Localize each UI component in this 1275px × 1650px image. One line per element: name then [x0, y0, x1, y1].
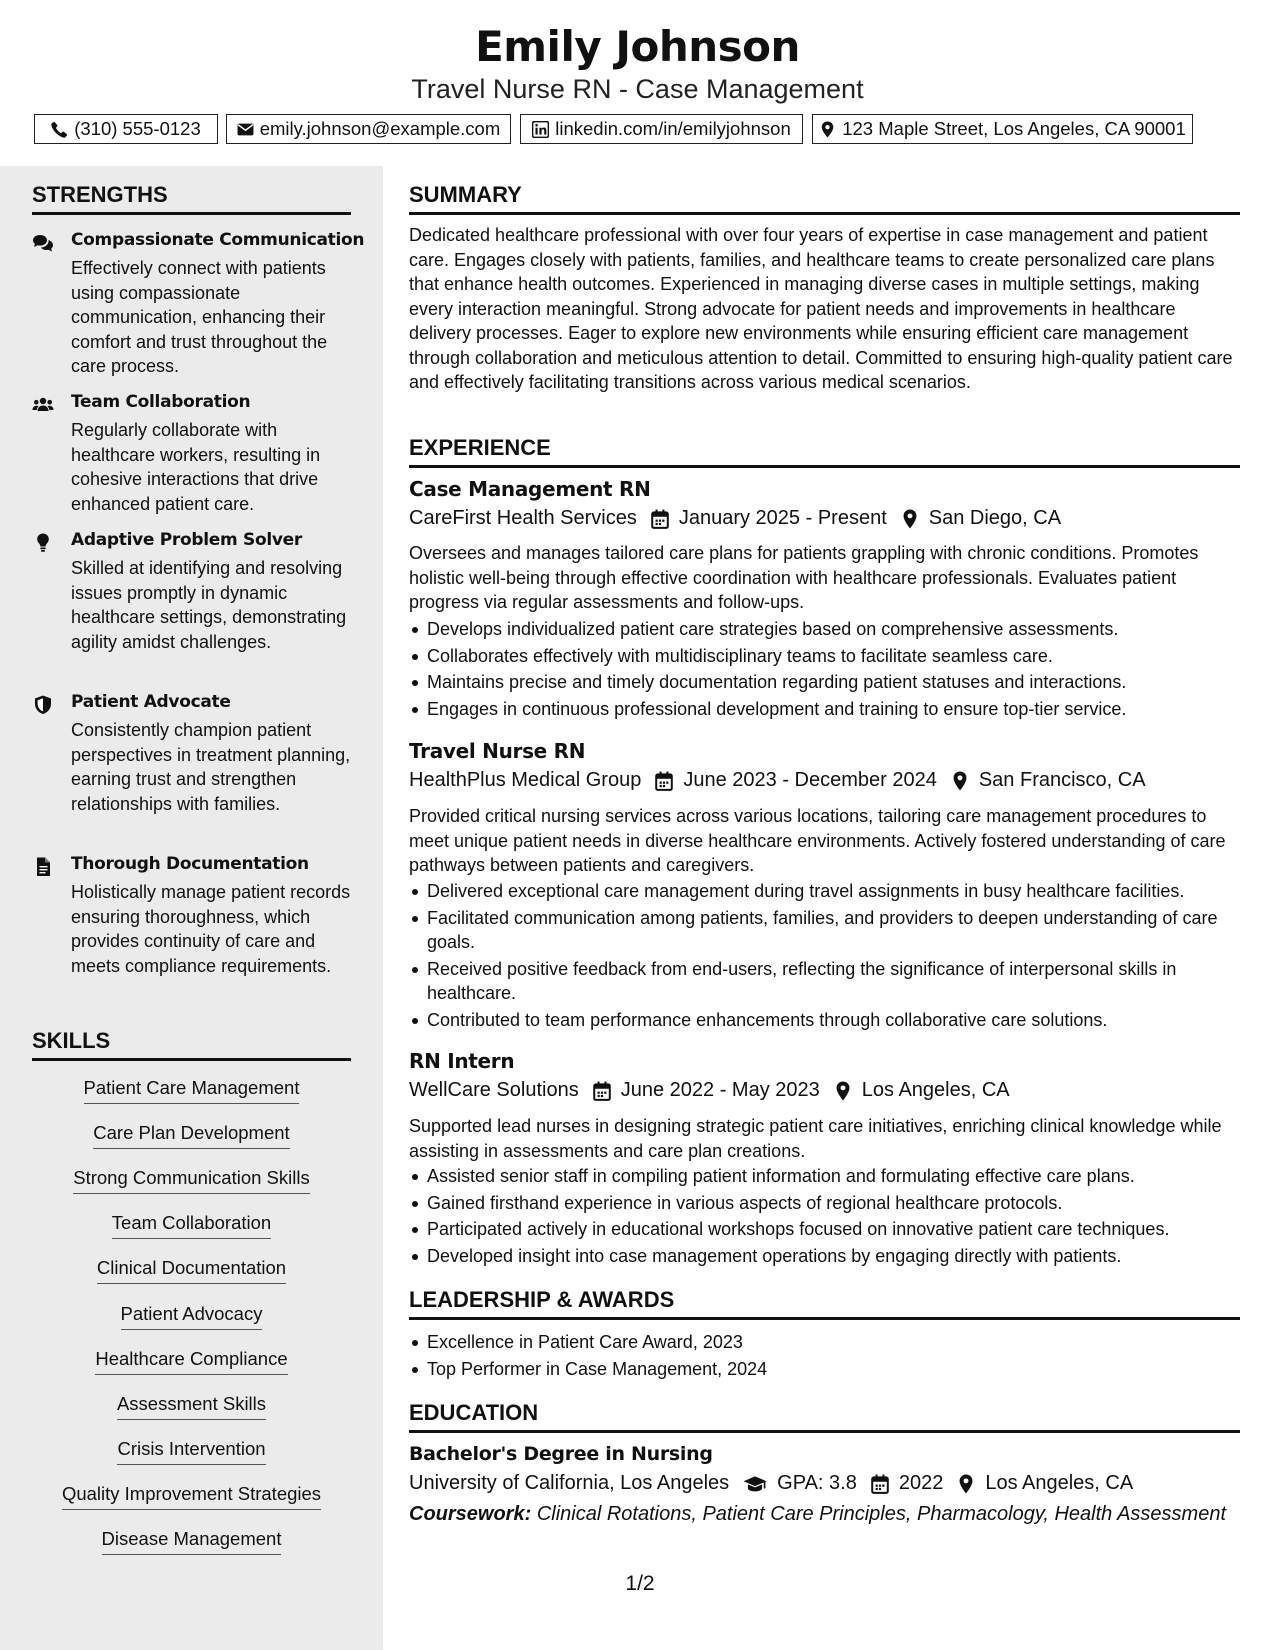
phone-icon — [51, 121, 68, 138]
location-pin-icon — [901, 509, 919, 529]
strength-description: Holistically manage patient records ensuring thoroughness, which provides continuity of care and meets compliance requirements. — [71, 882, 351, 976]
job-location: San Francisco, CA — [978, 769, 1146, 791]
linkedin-icon — [532, 121, 549, 138]
calendar-icon — [651, 509, 669, 529]
job-role: RN Intern — [409, 1049, 515, 1073]
strength-title: Compassionate Communication — [71, 230, 365, 250]
location-pin-icon — [819, 121, 836, 138]
job-role: Travel Nurse RN — [409, 739, 586, 763]
list-item: Contributed to team performance enhancements through collaborative care solutions. — [409, 1008, 1241, 1033]
skill-item — [32, 1257, 351, 1291]
list-item: Facilitated communication among patients, families, and providers to deepen understanding of care goals. — [409, 906, 1241, 955]
education-meta — [409, 1472, 1133, 1495]
skill-label: Assessment Skills — [117, 1393, 266, 1420]
job-dates: June 2023 - December 2024 — [683, 769, 937, 791]
job-description: Oversees and manages tailored care plans for patients grappling with chronic conditions. Promotes holistic well-being through effective coordination with healthcare professionals. Evaluates patient progress via regular assessments and follow-ups. — [409, 543, 1199, 612]
list-item: Received positive feedback from end-users, reflecting the significance of interpersonal skills in healthcare. — [409, 957, 1241, 1006]
skill-item — [32, 1528, 351, 1562]
skill-label: Clinical Documentation — [97, 1257, 286, 1284]
coursework-list: Clinical Rotations, Patient Care Principles, Pharmacology, Health Assessment — [536, 1503, 1227, 1525]
location-pin-icon — [834, 1081, 852, 1101]
list-item: Developed insight into case management operations by engaging directly with patients. — [409, 1244, 1241, 1269]
contact-phone[interactable] — [34, 114, 218, 144]
skill-label: Quality Improvement Strategies — [62, 1483, 321, 1510]
job-meta — [409, 1079, 1010, 1102]
job-company: HealthPlus Medical Group — [409, 769, 642, 791]
skill-label: Care Plan Development — [93, 1122, 289, 1149]
list-item: Participated actively in educational workshops focused on innovative patient care techniques. — [409, 1217, 1241, 1242]
contact-address[interactable] — [812, 114, 1193, 144]
location-pin-icon — [957, 1474, 975, 1494]
linkedin-text: linkedin.com/in/emilyjohnson — [555, 118, 791, 139]
job-dates: January 2025 - Present — [678, 507, 887, 529]
skill-label: Patient Advocacy — [121, 1303, 263, 1330]
skill-item — [32, 1438, 351, 1472]
job-bullets — [409, 879, 1241, 1034]
job-description: Supported lead nurses in designing strategic patient care initiatives, enriching clinical knowledge while assisting in assessments and care plan creations. — [409, 1116, 1222, 1161]
summary-text: Dedicated healthcare professional with over four years of expertise in case management and patient care. Engages closely with patients, families, and healthcare teams to create personalized care plans that enhance health outcomes. Experienced in managing diverse cases in multiple settings, making every interaction meaningful. Strong advocate for patient needs and improvements in healthcare delivery processes. Eager to explore new environments while ensuring efficient care management through collaboration and meticulous attention to detail. Committed to ensuring high-quality patient care and effectively facilitating transitions across various medical scenarios. — [409, 225, 1233, 392]
calendar-icon — [871, 1474, 889, 1494]
calendar-icon — [593, 1081, 611, 1101]
skill-item — [32, 1348, 351, 1382]
skill-label: Crisis Intervention — [117, 1438, 265, 1465]
list-item: Maintains precise and timely documentation regarding patient statuses and interactions. — [409, 670, 1241, 695]
education-heading: EDUCATION — [409, 1400, 1240, 1433]
job-company: CareFirst Health Services — [409, 507, 637, 529]
page-number: 1/2 — [625, 1572, 655, 1595]
comments-icon — [32, 233, 54, 253]
contact-email[interactable] — [226, 114, 511, 144]
coursework — [409, 1503, 1226, 1526]
list-item: Gained firsthand experience in various aspects of regional healthcare protocols. — [409, 1191, 1241, 1216]
skill-label: Strong Communication Skills — [73, 1167, 309, 1194]
skill-item — [32, 1167, 351, 1201]
summary-heading: SUMMARY — [409, 182, 1240, 215]
degree-title: Bachelor's Degree in Nursing — [409, 1443, 713, 1465]
envelope-icon — [237, 121, 254, 138]
coursework-label: Coursework: — [409, 1503, 532, 1525]
list-item: Collaborates effectively with multidisciplinary teams to facilitate seamless care. — [409, 644, 1241, 669]
skill-label: Team Collaboration — [112, 1212, 271, 1239]
awards-heading: LEADERSHIP & AWARDS — [409, 1287, 1240, 1320]
skill-item — [32, 1122, 351, 1156]
list-item: Develops individualized patient care strategies based on comprehensive assessments. — [409, 617, 1241, 642]
skill-item — [32, 1303, 351, 1337]
gpa: GPA: 3.8 — [777, 1472, 857, 1494]
job-dates: June 2022 - May 2023 — [620, 1079, 820, 1101]
strength-description: Regularly collaborate with healthcare workers, resulting in cohesive interactions that drive enhanced patient care. — [71, 420, 321, 514]
job-description: Provided critical nursing services across various locations, tailoring care management procedures to meet unique patient needs in diverse healthcare environments. Actively fostered understanding of care pathways between patients and caregivers. — [409, 806, 1226, 875]
strength-description: Consistently champion patient perspectives in treatment planning, earning trust and strengthen relationships with families. — [71, 720, 351, 814]
phone-text: (310) 555-0123 — [74, 118, 201, 139]
job-location: San Diego, CA — [928, 507, 1062, 529]
job-meta — [409, 769, 1146, 792]
calendar-icon — [655, 771, 673, 791]
shield-icon — [32, 695, 54, 715]
strength-description: Skilled at identifying and resolving issues promptly in dynamic healthcare settings, demonstrating agility amidst challenges. — [71, 558, 347, 652]
address-text: 123 Maple Street, Los Angeles, CA 90001 — [842, 118, 1186, 139]
strength-title: Thorough Documentation — [71, 854, 309, 874]
resume-header — [0, 0, 1275, 166]
skill-label: Disease Management — [102, 1528, 282, 1555]
skills-heading: SKILLS — [32, 1028, 351, 1061]
school-location: Los Angeles, CA — [985, 1472, 1134, 1494]
skill-label: Healthcare Compliance — [95, 1348, 287, 1375]
skill-item — [32, 1077, 351, 1111]
candidate-name: Emily Johnson — [475, 22, 800, 71]
strength-title: Adaptive Problem Solver — [71, 530, 302, 550]
school-name: University of California, Los Angeles — [409, 1472, 730, 1494]
users-icon — [32, 395, 54, 415]
skill-item — [32, 1483, 351, 1517]
contact-bar — [0, 114, 1275, 144]
location-pin-icon — [951, 771, 969, 791]
graduation-year: 2022 — [898, 1472, 944, 1494]
job-location: Los Angeles, CA — [861, 1079, 1010, 1101]
list-item: Delivered exceptional care management during travel assignments in busy healthcare facilities. — [409, 879, 1241, 904]
awards-list — [409, 1330, 1241, 1383]
list-item: Top Performer in Case Management, 2024 — [409, 1357, 1241, 1382]
list-item: Assisted senior staff in compiling patient information and formulating effective care plans. — [409, 1164, 1241, 1189]
job-meta — [409, 507, 1061, 530]
job-bullets — [409, 1164, 1241, 1270]
lightbulb-icon — [32, 533, 54, 553]
job-bullets — [409, 617, 1241, 723]
skill-item — [32, 1393, 351, 1427]
skill-item — [32, 1212, 351, 1246]
strength-title: Patient Advocate — [71, 692, 231, 712]
experience-heading: EXPERIENCE — [409, 435, 1240, 468]
job-company: WellCare Solutions — [409, 1079, 579, 1101]
strengths-heading: STRENGTHS — [32, 182, 351, 215]
job-title: Travel Nurse RN - Case Management — [411, 74, 864, 104]
graduation-cap-icon — [743, 1474, 767, 1494]
skill-label: Patient Care Management — [84, 1077, 300, 1104]
contact-linkedin[interactable] — [520, 114, 803, 144]
list-item: Excellence in Patient Care Award, 2023 — [409, 1330, 1241, 1355]
list-item: Engages in continuous professional development and training to ensure top-tier service. — [409, 697, 1241, 722]
email-text: emily.johnson@example.com — [259, 118, 501, 139]
document-icon — [32, 857, 54, 877]
job-role: Case Management RN — [409, 477, 651, 501]
strength-description: Effectively connect with patients using compassionate communication, enhancing their comfort and trust throughout the care process. — [71, 258, 328, 376]
strength-title: Team Collaboration — [71, 392, 251, 412]
